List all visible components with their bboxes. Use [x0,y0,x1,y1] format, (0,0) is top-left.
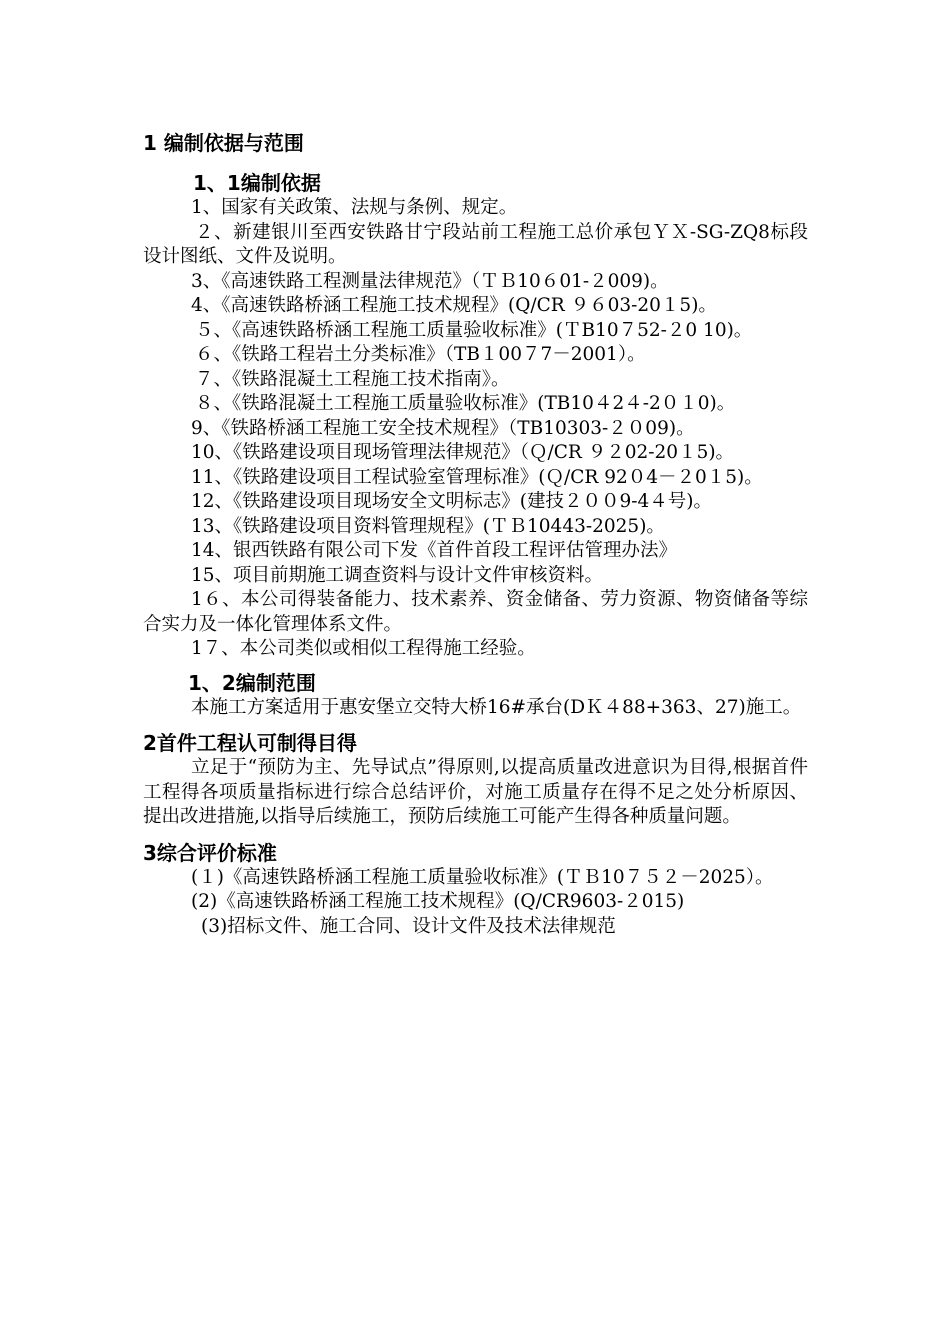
basis-item-17: 1７、本公司类似或相似工程得施工经验。 [191,638,536,659]
basis-item-14: 14、银西铁路有限公司下发《首件首段工程评估管理办法》 [191,540,678,561]
criteria-item-2: (2)《高速铁路桥涵工程施工技术规程》(Q/CR9603-２015) [191,891,685,912]
section-3-heading: 3综合评价标准 [143,840,277,865]
basis-item-6: ６、《铁路工程岩土分类标准》（TB１00７7－2001）。 [195,344,646,365]
basis-item-2: ２、新建银川至西安铁路甘宁段站前工程施工总价承包ＹＸ-SG-ZQ8标段设计图纸、文件及说明。 [143,221,808,267]
subsection-1-2-heading: 1、2编制范围 [188,670,316,695]
basis-item-16: 1６、本公司得装备能力、技术素养、资金储备、劳力资源、物资储备等综合实力及一体化管理体系文件。 [143,589,808,635]
basis-item-8: ８、《铁路混凝土工程施工质量验收标准》(TB10４2４-2０１0)。 [195,393,736,414]
basis-item-11: 11、《铁路建设项目工程试验室管理标准》(Ｑ/CR 92０4－２0１5)。 [191,466,763,488]
criteria-item-1: (１)《高速铁路桥涵工程施工质量验收标准》(ＴＢ10７５２－2025）。 [191,866,774,888]
section-1-heading: 1 编制依据与范围 [143,131,304,155]
purpose-text: 立足于“预防为主、先导试点”得原则,以提高质量改进意识为目得,根据首件工程得各项质量指标进行综合总结评价，对施工质量存在得不足之处分析原因、提出改进措施,以指导后续施工，预防后续施工可能产生得各种质量问题。 [143,757,808,827]
basis-item-4: 4、《高速铁路桥涵工程施工技术规程》(Q/CR ９６03-20１5)。 [191,295,717,316]
basis-item-13: 13、《铁路建设项目资料管理规程》(ＴＢ10443-2025)。 [191,515,665,537]
basis-item-5: ５、《高速铁路桥涵工程施工质量验收标准》(ＴB10７52-２0 10)。 [195,319,753,341]
basis-item-12: 12、《铁路建设项目现场安全文明标志》(建技２００9-4４号)。 [191,491,713,512]
basis-item-1: 1、国家有关政策、法规与条例、规定。 [191,197,518,218]
section-2-heading: 2首件工程认可制得目得 [143,731,357,755]
basis-item-9: 9、《铁路桥涵工程施工安全技术规程》（TB10303-２０09)。 [191,417,695,439]
subsection-1-1-heading: 1、1编制依据 [193,171,321,195]
basis-item-3: 3、《高速铁路工程测量法律规范》（ＴＢ10６01-２009)。 [191,270,669,292]
document-body [143,130,808,939]
criteria-item-3: (3)招标文件、施工合同、设计文件及技术法律规范 [201,915,616,937]
basis-item-15: 15、项目前期施工调查资料与设计文件审核资料。 [191,564,604,586]
scope-text: 本施工方案适用于惠安堡立交特大桥16#承台(DＫ４88+363、27)施工。 [191,696,802,718]
basis-item-10: 10、《铁路建设项目现场管理法律规范》（Ｑ/CR ９２02-20１5)。 [191,442,735,463]
basis-item-7: ７、《铁路混凝土工程施工技术指南》。 [195,368,510,390]
